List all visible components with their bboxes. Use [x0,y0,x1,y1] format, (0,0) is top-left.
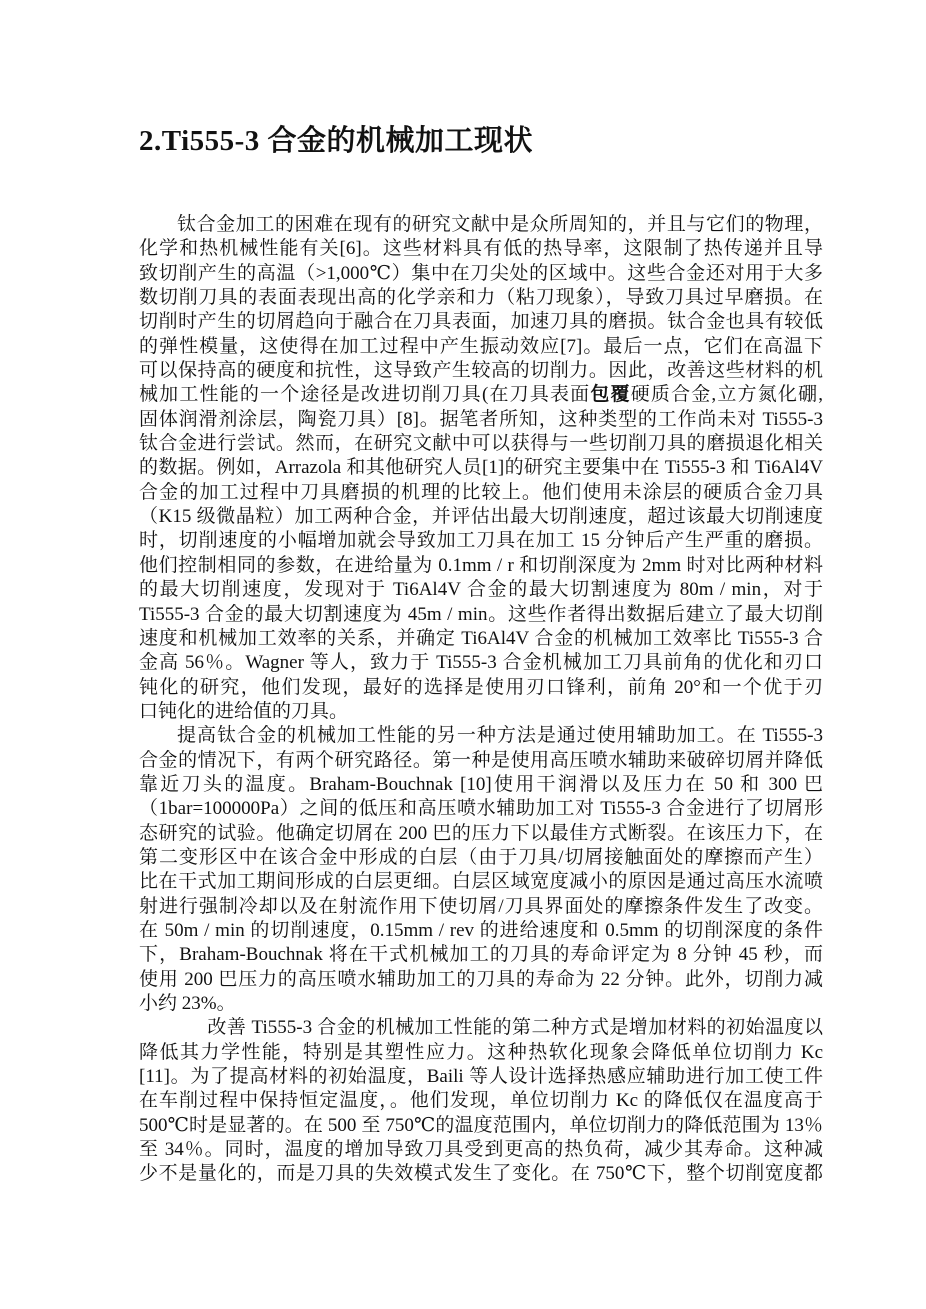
text-line: 提高钛合金的机械加工性能的另一种方法是通过使用辅助加工。在 Ti555-3 [177,725,823,747]
text-line: 化学和热机械性能有关[6]。这些材料具有低的热导率，这限制了热传递并且导 [139,238,823,260]
text-line: 钝化的研究，他们发现，最好的选择是使用刃口锋利，前角 20°和一个优于刃 [139,676,823,698]
text-line: 的弹性模量，这使得在加工过程中产生振动效应[7]。最后一点，它们在高温下 [139,335,823,357]
text-line: 下，Braham-Bouchnak 将在干式机械加工的刀具的寿命评定为 8 分钟 45 秒，而 [139,944,823,966]
text-line: 比在干式加工期间形成的白层更细。白层区域宽度减小的原因是通过高压水流喷 [139,871,823,893]
text-line: 降低其力学性能，特别是其塑性应力。这种热软化现象会降低单位切削力 Kc [139,1041,823,1063]
text-line: 械加工性能的一个途径是改进切削刀具(在刀具表面包覆硬质合金,立方氮化硼, [139,384,823,406]
text-line: Ti555-3 合金的最大切割速度为 45m / min。这些作者得出数据后建立了最大切削 [139,603,823,625]
text-line: 可以保持高的硬度和抗性，这导致产生较高的切削力。因此，改善这些材料的机 [139,360,823,382]
text-line: （K15 级微晶粒）加工两种合金，并评估出最大切削速度，超过该最大切削速度 [139,506,823,528]
paragraph [139,1016,823,1186]
text-line: 金高 56％。Wagner 等人，致力于 Ti555-3 合金机械加工刀具前角的优化和刃口 [139,652,823,674]
text-line: （1bar=100000Pa）之间的低压和高压喷水辅助加工对 Ti555-3 合金进行了切屑形 [139,798,823,820]
document-body [139,213,823,1187]
text-line: 少不是量化的，而是刀具的失效模式发生了变化。在 750℃下，整个切削宽度都 [139,1163,823,1185]
text-line: 的数据。例如，Arrazola 和其他研究人员[1]的研究主要集中在 Ti555-3 和 Ti6Al4V [139,457,823,479]
text-line: 在 50m / min 的切削速度，0.15mm / rev 的进给速度和 0.5mm 的切削深度的条件 [139,919,823,941]
text-line: 口钝化的进给值的刀具。 [139,700,349,722]
paragraph [139,724,823,1016]
text-line: 使用 200 巴压力的高压喷水辅助加工的刀具的寿命为 22 分钟。此外，切削力减 [139,968,823,990]
text-line: 在车削过程中保持恒定温度，。他们发现，单位切削力 Kc 的降低仅在温度高于 [139,1090,823,1112]
text-line: 钛合金加工的困难在现有的研究文献中是众所周知的，并且与它们的物理， [177,214,823,235]
text-line: 第二变形区中在该合金中形成的白层（由于刀具/切屑接触面处的摩擦而产生） [139,846,823,868]
text-line: 靠近刀头的温度。Braham-Bouchnak [10]使用干润滑以及压力在 50 和 300 巴 [139,773,823,795]
text-line: 时，切削速度的小幅增加就会导致加工刀具在加工 15 分钟后产生严重的磨损。 [139,530,823,552]
text-line: 他们控制相同的参数，在进给量为 0.1mm / r 和切削深度为 2mm 时对比两种材料 [139,554,823,576]
text-line: 固体润滑剂涂层，陶瓷刀具）[8]。据笔者所知，这种类型的工作尚未对 Ti555-3 [139,408,823,430]
text-line: 合金的加工过程中刀具磨损的机理的比较上。他们使用未涂层的硬质合金刀具 [139,481,823,503]
text-line: 数切削刀具的表面表现出高的化学亲和力（粘刀现象），导致刀具过早磨损。在 [139,287,823,309]
text-line: 射进行强制冷却以及在射流作用下使切屑/刀具界面处的摩擦条件发生了改变。 [139,895,823,917]
text-line: 的最大切削速度，发现对于 Ti6Al4V 合金的最大切割速度为 80m / min，对于 [139,579,823,601]
text-line: 改善 Ti555-3 合金的机械加工性能的第二种方式是增加材料的初始温度以 [207,1017,823,1039]
text-line: 态研究的试验。他确定切屑在 200 巴的压力下以最佳方式断裂。在该压力下，在 [139,822,823,844]
text-line: 致切削产生的高温（>1,000℃）集中在刀尖处的区域中。这些合金还对用于大多 [139,262,823,284]
text-line: [11]。为了提高材料的初始温度，Baili 等人设计选择热感应辅助进行加工使工件 [139,1066,823,1088]
text-line: 500℃时是显著的。在 500 至 750℃的温度范围内，单位切削力的降低范围为 13％ [139,1114,823,1136]
text-line: 合金的情况下，有两个研究路径。第一种是使用高压喷水辅助来破碎切屑并降低 [139,749,823,771]
text-line: 切削时产生的切屑趋向于融合在刀具表面，加速刀具的磨损。钛合金也具有较低 [139,311,823,333]
text-line: 钛合金进行尝试。然而，在研究文献中可以获得与一些切削刀具的磨损退化相关 [139,433,823,455]
text-line: 速度和机械加工效率的关系，并确定 Ti6Al4V 合金的机械加工效率比 Ti555-3 合 [139,627,823,649]
text-line: 至 34％。同时，温度的增加导致刀具受到更高的热负荷，减少其寿命。这种减 [139,1139,823,1161]
text-line: 小约 23%。 [139,993,236,1014]
document-title: 2.Ti555-3 合金的机械加工现状 [139,125,534,157]
paragraph [139,213,823,724]
